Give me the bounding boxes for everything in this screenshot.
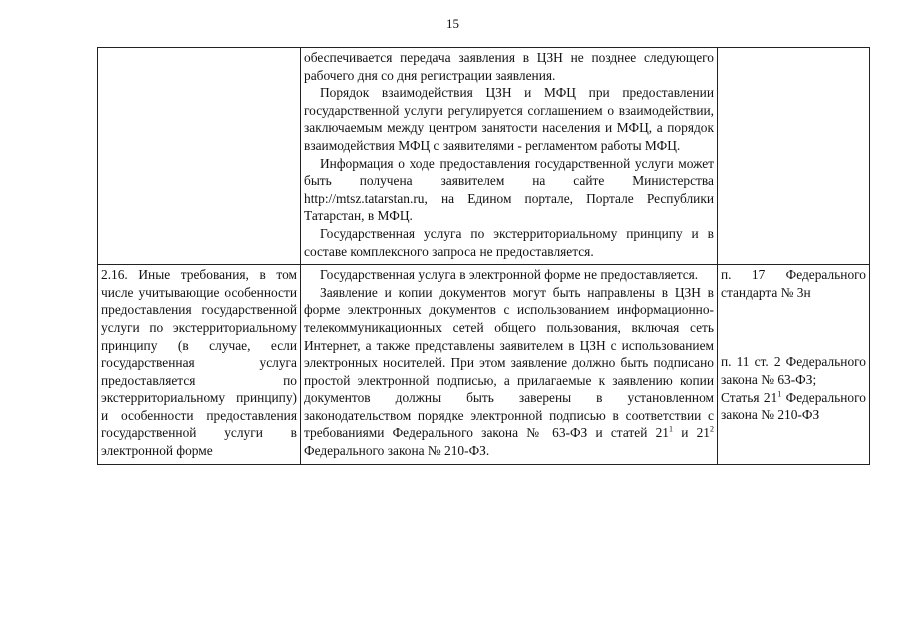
content-paragraph: обеспечивается передача заявления в ЦЗН не позднее следующего рабочего дня со дня регистрации заявления. xyxy=(304,50,714,83)
content-paragraph xyxy=(304,284,714,460)
page-number: 15 xyxy=(446,16,459,31)
superscript: 2 xyxy=(710,425,714,434)
table-row xyxy=(98,265,870,465)
content-paragraph: Информация о ходе предоставления государственной услуги может быть получена заявителем на сайте Министерства http://mtsz.tatarstan.ru, на Едином портале, Портале Республики Татарстан, в МФЦ. xyxy=(304,155,714,224)
content-text: Заявление и копии документов могут быть направлены в ЦЗН в форме электронных документов с использованием информационно-телекоммуникационных сетей общего пользования, включая сеть Интернет, а также представлены заявителем в ЦЗН с использованием электронных носителей. При этом заявление должно быть подписано простой электронной подписью, а прилагаемые к заявлению копии документов должны быть заверены в установленном законодательством порядке электронной подписью в соответствии с требованиями Федерального закона № 63-ФЗ и статей 21 xyxy=(304,284,714,441)
spacer xyxy=(721,301,866,353)
content-paragraph: Порядок взаимодействия ЦЗН и МФЦ при предоставлении государственной услуги регулируется соглашением о взаимодействии, заключаемым между центром занятости населения и МФЦ, а порядок взаимодействия МФЦ с заявителями - регламентом работы МФЦ. xyxy=(304,85,714,153)
content-paragraph: Государственная услуга в электронной форме не предоставляется. xyxy=(320,267,699,283)
reference-text-part: Статья 21 xyxy=(721,389,778,405)
content-text: и 21 xyxy=(673,425,710,441)
content-text: Федерального закона № 210-ФЗ. xyxy=(304,443,490,459)
requirement-text: 2.16. Иные требования, в том числе учитывающие особенности предоставления государственной услуги по экстерриториальному принципу (в случае, если государственная услуга предоставляется по экстерриториальному принципу) и особенности предоставления государственной услуги в электронной форме xyxy=(101,267,297,459)
requirement-cell xyxy=(98,48,301,265)
content-cell xyxy=(301,48,718,265)
content-paragraph: Государственная услуга по экстерриториальному принципу и в составе комплексного запроса не предоставляется. xyxy=(304,225,714,259)
reference-cell xyxy=(718,48,870,265)
content-cell xyxy=(301,265,718,465)
regulation-table xyxy=(97,47,870,465)
reference-text-part: Федерального закона № 210-ФЗ xyxy=(721,389,866,423)
reference-cell xyxy=(718,265,870,465)
requirement-cell xyxy=(98,265,301,465)
reference-text xyxy=(721,389,866,424)
reference-text: п. 17 Федерального стандарта № 3н xyxy=(721,267,866,300)
superscript: 1 xyxy=(777,389,782,399)
reference-text: п. 11 ст. 2 Федерального закона № 63-ФЗ; xyxy=(721,354,866,387)
table-row xyxy=(98,48,870,265)
superscript: 1 xyxy=(669,425,673,434)
